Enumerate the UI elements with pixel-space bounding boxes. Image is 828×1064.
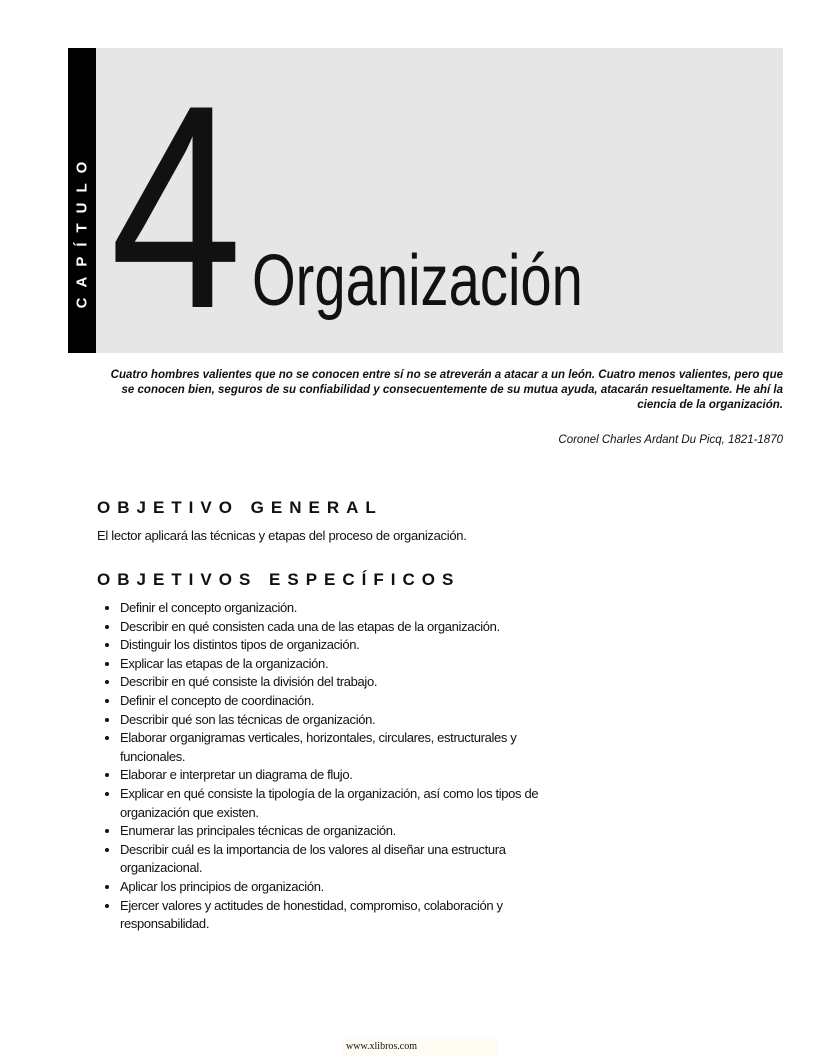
list-item: • Describir qué son las técnicas de organización. [120,711,580,730]
chapter-title: Organización [252,241,583,321]
general-objective-text: El lector aplicará las técnicas y etapas del proceso de organización. [97,528,467,543]
general-objective-heading: OBJETIVO GENERAL [97,498,383,517]
list-item: • Elaborar e interpretar un diagrama de flujo. [120,766,580,785]
list-item: • Enumerar las principales técnicas de organización. [120,822,580,841]
list-item: • Describir en qué consiste la división del trabajo. [120,673,580,692]
chapter-number: 4 [110,45,235,369]
epigraph-author: Coronel Charles Ardant Du Picq, 1821-1870 [558,434,783,446]
list-item: • Definir el concepto de coordinación. [120,692,580,711]
footer-url[interactable]: www.xlibros.com [342,1038,498,1056]
chapter-label: CAPÍTULO [73,151,91,309]
list-item: • Describir en qué consisten cada una de las etapas de la organización. [120,618,580,637]
list-item: • Definir el concepto organización. [120,599,580,618]
list-item: • Distinguir los distintos tipos de organización. [120,636,580,655]
specific-objectives-list [100,599,580,934]
list-item: • Aplicar los principios de organización. [120,878,580,897]
list-item: • Explicar en qué consiste la tipología de la organización, así como los tipos de organización que existen. [120,785,580,822]
epigraph-quote: Cuatro hombres valientes que no se conocen entre sí no se atreverán a atacar a un león. Cuatro menos valientes, pero que se conocen bien, seguros de su confiabilidad y consecuentemente de su mutua ayuda, atacarán resueltamente. He ahí la ciencia de la organización. [110,369,783,411]
list-item: • Explicar las etapas de la organización. [120,655,580,674]
list-item: • Elaborar organigramas verticales, horizontales, circulares, estructurales y funcionales. [120,729,580,766]
list-item: • Describir cuál es la importancia de los valores al diseñar una estructura organizacional. [120,841,580,878]
list-item: • Ejercer valores y actitudes de honestidad, compromiso, colaboración y responsabilidad. [120,897,580,934]
specific-objectives-heading: OBJETIVOS ESPECÍFICOS [97,570,461,589]
